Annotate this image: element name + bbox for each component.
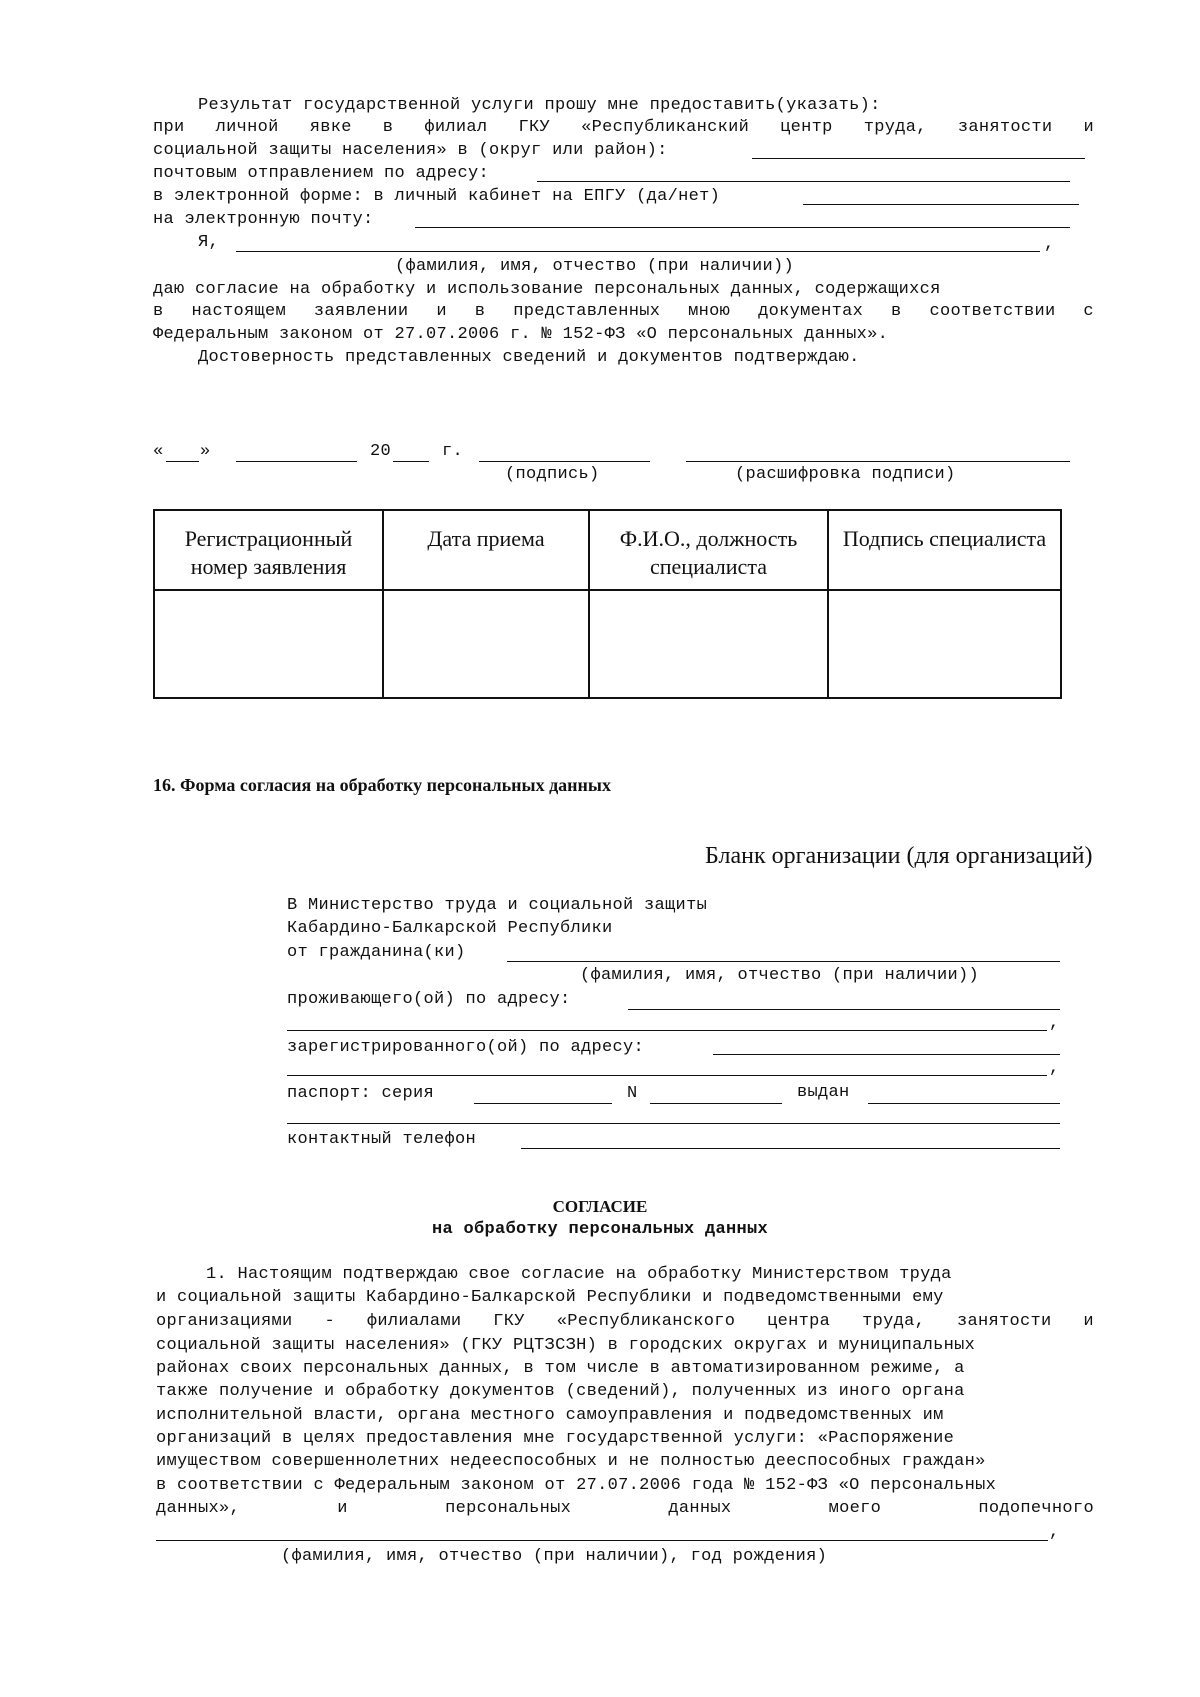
year-prefix: 20 (370, 442, 392, 461)
postal-address-field[interactable] (537, 181, 1070, 182)
specialist-cell[interactable] (589, 590, 828, 698)
consent-p1-line-3: организациями - филиалами ГКУ «Республиканского центра труда, занятости и (156, 1312, 1094, 1331)
comma-3: , (1049, 1523, 1060, 1542)
contact-phone-label: контактный телефон (287, 1130, 477, 1149)
consent-p1-line-5: районах своих персональных данных, в том числе в автоматизированном режиме, а (156, 1359, 965, 1378)
consent-p1-line-10: в соответствии с Федеральным законом от 27.07.2006 года № 152-ФЗ «О персональных (156, 1476, 997, 1495)
date-year-field[interactable] (393, 461, 429, 462)
date-day-field[interactable] (166, 461, 199, 462)
living-address-field[interactable] (628, 1009, 1060, 1010)
year-suffix: г. (442, 442, 464, 461)
consent-p1-line-11: данных», и персональных данных моего подопечного (156, 1499, 1094, 1518)
citizen-name-field[interactable] (507, 961, 1060, 962)
passport-number-field[interactable] (650, 1103, 782, 1104)
registered-address-field[interactable] (713, 1054, 1060, 1055)
living-address-label: проживающего(ой) по адресу: (287, 990, 571, 1009)
ward-hint: (фамилия, имя, отчество (при наличии), год рождения) (281, 1547, 828, 1566)
header-specialist: Ф.И.О., должность специалиста (589, 510, 828, 590)
fio-hint: (фамилия, имя, отчество (при наличии)) (395, 257, 795, 276)
from-citizen-label: от гражданина(ки) (287, 943, 466, 962)
consent-p1-line-2: и социальной защиты Кабардино-Балкарской Республики и подведомственными ему (156, 1288, 944, 1307)
reg-number-cell[interactable] (154, 590, 383, 698)
consent-line-3: Федеральным законом от 27.07.2006 г. № 152-ФЗ «О персональных данных». (153, 325, 889, 344)
consent-title: СОГЛАСИЕ (552, 1197, 648, 1216)
consent-subtitle: на обработку персональных данных (431, 1220, 769, 1239)
personal-visit-line: при личной явке в филиал ГКУ «Республиканский центр труда, занятости и (153, 118, 1094, 137)
date-cell[interactable] (383, 590, 589, 698)
living-address-field-2[interactable] (287, 1030, 1047, 1031)
passport-series-field[interactable] (474, 1103, 612, 1104)
passport-series-label: паспорт: серия (287, 1084, 435, 1103)
passport-n-label: N (627, 1084, 638, 1103)
reliability-text: Достоверность представленных сведений и документов подтверждаю. (198, 348, 860, 367)
contact-phone-field[interactable] (521, 1148, 1060, 1149)
consent-line-1: даю согласие на обработку и использование персональных данных, содержащихся (153, 280, 941, 299)
header-reg-number: Регистрационный номер заявления (154, 510, 383, 590)
passport-issued-field-2[interactable] (287, 1123, 1060, 1124)
header-date: Дата приема (383, 510, 589, 590)
blank-org-label: Бланк организации (для организаций) (705, 843, 1093, 869)
consent-p1-line-6: также получение и обработку документов (сведений), полученных из иного органа (156, 1382, 965, 1401)
signature-field[interactable] (479, 461, 650, 462)
citizen-fio-hint: (фамилия, имя, отчество (при наличии)) (580, 966, 980, 985)
consent-line-2: в настоящем заявлении и в представленных мною документах в соответствии с (153, 302, 1094, 321)
registered-address-field-2[interactable] (287, 1075, 1047, 1076)
electronic-label: в электронной форме: в личный кабинет на ЕПГУ (да/нет) (153, 187, 721, 206)
section-16-title: 16. Форма согласия на обработку персональных данных (153, 775, 611, 795)
signature-hint: (подпись) (505, 465, 600, 484)
registered-address-label: зарегистрированного(ой) по адресу: (287, 1038, 645, 1057)
consent-p1-line-1: 1. Настоящим подтверждаю свое согласие на обработку Министерством труда (206, 1265, 952, 1284)
passport-issued-label: выдан (797, 1083, 850, 1102)
ward-name-field[interactable] (156, 1540, 1048, 1541)
addressee-line-1: В Министерство труда и социальной защиты (287, 896, 708, 915)
header-signature: Подпись специалиста (828, 510, 1061, 590)
signature-cell[interactable] (828, 590, 1061, 698)
district-field[interactable] (752, 158, 1085, 159)
addressee-line-2: Кабардино-Балкарской Республики (287, 919, 613, 938)
date-quote-open: « (153, 442, 164, 461)
signature-decode-field[interactable] (686, 461, 1070, 462)
date-quote-close: » (200, 442, 211, 461)
email-field[interactable] (415, 227, 1070, 228)
ya-label: Я, (198, 233, 220, 252)
postal-label: почтовым отправлением по адресу: (153, 164, 490, 183)
email-label: на электронную почту: (153, 210, 374, 229)
consent-p1-line-8: организаций в целях предоставления мне государственной услуги: «Распоряжение (156, 1429, 955, 1448)
epgu-field[interactable] (803, 204, 1079, 205)
comma: , (1044, 235, 1055, 254)
consent-p1-line-4: социальной защиты населения» (ГКУ РЦТЗСЗН) в городских округах и муниципальных (156, 1336, 976, 1355)
personal-visit-line-2: социальной защиты населения» в (округ или район): (153, 141, 668, 160)
result-intro: Результат государственной услуги прошу мне предоставить(указать): (198, 96, 881, 115)
applicant-name-field[interactable] (236, 251, 1040, 252)
consent-p1-line-7: исполнительной власти, органа местного самоуправления и подведомственных им (156, 1406, 944, 1425)
registration-table (153, 509, 1062, 699)
table-row (154, 590, 1061, 698)
consent-p1-line-9: имуществом совершеннолетних недееспособных и не полностью дееспособных граждан» (156, 1452, 986, 1471)
passport-issued-field[interactable] (868, 1103, 1060, 1104)
comma-1: , (1049, 1014, 1060, 1033)
signature-decode-hint: (расшифровка подписи) (735, 465, 956, 484)
date-month-field[interactable] (236, 461, 357, 462)
table-header-row (154, 510, 1061, 590)
comma-2: , (1049, 1059, 1060, 1078)
